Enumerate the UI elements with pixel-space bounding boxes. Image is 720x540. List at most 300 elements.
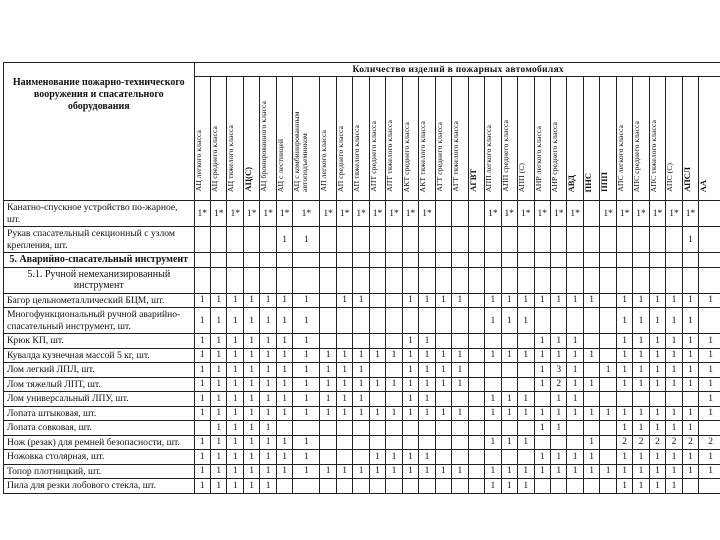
quantity-cell: 1: [211, 464, 227, 479]
quantity-cell: [353, 267, 369, 293]
quantity-cell: 1: [616, 450, 632, 465]
quantity-cell: 1: [243, 435, 259, 450]
quantity-cell: [260, 253, 276, 268]
quantity-cell: [452, 392, 468, 407]
quantity-cell: 1: [567, 334, 583, 349]
quantity-cell: 1: [402, 377, 418, 392]
quantity-cell: 1: [194, 308, 210, 334]
quantity-cell: 1: [633, 308, 649, 334]
quantity-cell: 1: [633, 293, 649, 308]
quantity-cell: [616, 227, 632, 253]
quantity-cell: [386, 293, 402, 308]
quantity-cell: 1: [666, 450, 682, 465]
quantity-cell: 1: [336, 406, 352, 421]
quantity-cell: 1: [550, 392, 566, 407]
quantity-cell: 1: [260, 348, 276, 363]
quantity-cell: 1: [518, 435, 534, 450]
quantity-cell: [600, 227, 616, 253]
quantity-cell: [666, 392, 682, 407]
quantity-cell: [501, 377, 517, 392]
quantity-cell: [682, 267, 698, 293]
column-header-label: АЦ с лестницей: [275, 138, 285, 192]
quantity-cell: [293, 479, 320, 494]
quantity-cell: [320, 334, 336, 349]
quantity-cell: [550, 435, 566, 450]
quantity-cell: 1*: [320, 201, 336, 227]
quantity-cell: 1: [320, 348, 336, 363]
column-header-label: АЦ тяжелого класса: [226, 124, 236, 192]
quantity-cell: 1*: [419, 201, 435, 227]
quantity-cell: 2: [649, 435, 665, 450]
quantity-cell: [336, 267, 352, 293]
quantity-cell: 1*: [600, 201, 616, 227]
quantity-cell: [699, 308, 720, 334]
quantity-cell: 1: [293, 363, 320, 378]
quantity-cell: 1: [243, 392, 259, 407]
quantity-cell: [336, 421, 352, 436]
quantity-cell: 1: [419, 334, 435, 349]
column-header-label: АПТ тяжелого класса: [385, 120, 395, 192]
quantity-cell: 1: [666, 293, 682, 308]
quantity-cell: [419, 227, 435, 253]
quantity-cell: 1: [485, 479, 501, 494]
quantity-cell: 1: [583, 348, 599, 363]
quantity-cell: 1: [485, 435, 501, 450]
column-header: [633, 77, 649, 201]
quantity-cell: 1: [211, 450, 227, 465]
quantity-cell: [353, 334, 369, 349]
column-header-label: АПП легкого класса: [484, 124, 494, 192]
quantity-cell: 1: [293, 450, 320, 465]
quantity-cell: [369, 479, 385, 494]
quantity-cell: 1: [211, 363, 227, 378]
quantity-cell: [336, 334, 352, 349]
column-header-label: АА: [698, 179, 709, 192]
quantity-cell: 1: [501, 435, 517, 450]
quantity-cell: [452, 201, 468, 227]
quantity-cell: [386, 363, 402, 378]
quantity-cell: 1: [419, 348, 435, 363]
quantity-cell: 1: [534, 293, 550, 308]
quantity-cell: [194, 253, 210, 268]
quantity-cell: 1: [276, 227, 292, 253]
quantity-cell: 1: [276, 348, 292, 363]
quantity-cell: 1: [402, 348, 418, 363]
quantity-cell: 1: [293, 308, 320, 334]
quantity-cell: 1: [260, 363, 276, 378]
quantity-cell: [452, 421, 468, 436]
quantity-cell: [435, 253, 451, 268]
quantity-cell: 1: [699, 392, 720, 407]
quantity-cell: 1: [633, 377, 649, 392]
quantity-cell: [682, 253, 698, 268]
quantity-cell: [501, 363, 517, 378]
quantity-cell: [336, 308, 352, 334]
row-label: Лом универсальный ЛПУ, шт.: [4, 392, 195, 407]
quantity-cell: [468, 435, 484, 450]
quantity-cell: [435, 450, 451, 465]
quantity-cell: [600, 267, 616, 293]
quantity-cell: 1: [276, 377, 292, 392]
quantity-cell: 1: [435, 348, 451, 363]
quantity-cell: [353, 253, 369, 268]
quantity-cell: [468, 348, 484, 363]
quantity-cell: 1*: [369, 201, 385, 227]
quantity-cell: [600, 435, 616, 450]
quantity-cell: [336, 450, 352, 465]
quantity-cell: [369, 334, 385, 349]
quantity-cell: 1: [699, 334, 720, 349]
quantity-cell: [633, 392, 649, 407]
quantity-cell: 1*: [534, 201, 550, 227]
quantity-cell: [386, 227, 402, 253]
quantity-cell: 1: [227, 435, 243, 450]
quantity-cell: 1*: [666, 201, 682, 227]
column-header: [227, 77, 243, 201]
quantity-cell: [485, 421, 501, 436]
quantity-cell: 1: [682, 464, 698, 479]
quantity-cell: [485, 253, 501, 268]
quantity-cell: 1: [211, 334, 227, 349]
quantity-cell: [567, 227, 583, 253]
quantity-cell: 1: [567, 392, 583, 407]
quantity-cell: 1*: [633, 201, 649, 227]
quantity-cell: 1*: [353, 201, 369, 227]
column-header: [320, 77, 336, 201]
quantity-cell: [320, 435, 336, 450]
quantity-cell: [649, 253, 665, 268]
quantity-cell: 1: [666, 334, 682, 349]
quantity-cell: 1: [633, 406, 649, 421]
quantity-cell: 1: [567, 450, 583, 465]
quantity-cell: [550, 479, 566, 494]
quantity-cell: 1*: [485, 201, 501, 227]
quantity-cell: 1: [243, 377, 259, 392]
quantity-cell: 1: [402, 464, 418, 479]
quantity-cell: 1: [227, 293, 243, 308]
quantity-cell: 1: [276, 450, 292, 465]
quantity-cell: 1: [293, 227, 320, 253]
quantity-cell: 1*: [194, 201, 210, 227]
quantity-cell: [468, 253, 484, 268]
column-header: [369, 77, 385, 201]
quantity-cell: 1: [649, 406, 665, 421]
quantity-cell: [194, 421, 210, 436]
quantity-cell: [211, 227, 227, 253]
quantity-cell: [369, 308, 385, 334]
column-header: [501, 77, 517, 201]
quantity-cell: [600, 308, 616, 334]
quantity-cell: 1: [293, 406, 320, 421]
quantity-cell: 1: [353, 363, 369, 378]
quantity-cell: 1: [485, 406, 501, 421]
quantity-cell: 1: [534, 377, 550, 392]
quantity-cell: 1: [276, 406, 292, 421]
quantity-cell: 1: [452, 363, 468, 378]
row-label: Лопата штыковая, шт.: [4, 406, 195, 421]
quantity-cell: 1: [682, 421, 698, 436]
name-column-header: Наименование пожарно-технического вооружения и спасательного оборудования: [4, 63, 195, 201]
table-row: [4, 201, 720, 227]
quantity-cell: [320, 450, 336, 465]
column-header: [276, 77, 292, 201]
quantity-cell: [666, 267, 682, 293]
quantity-cell: 1: [452, 406, 468, 421]
quantity-cell: [402, 479, 418, 494]
quantity-cell: 1: [600, 464, 616, 479]
quantity-cell: 1: [211, 293, 227, 308]
quantity-cell: [567, 267, 583, 293]
quantity-cell: 1: [276, 392, 292, 407]
quantity-cell: [419, 435, 435, 450]
quantity-cell: [386, 308, 402, 334]
quantity-cell: 1: [583, 293, 599, 308]
row-label: 5. Аварийно-спасательный инструмент: [4, 253, 195, 268]
quantity-cell: [402, 253, 418, 268]
quantity-cell: [583, 308, 599, 334]
quantity-cell: [320, 267, 336, 293]
quantity-cell: [583, 253, 599, 268]
quantity-cell: [353, 479, 369, 494]
quantity-cell: [485, 450, 501, 465]
quantity-cell: 1: [485, 348, 501, 363]
quantity-cell: 1: [534, 348, 550, 363]
quantity-cell: [583, 334, 599, 349]
quantity-cell: 1: [501, 308, 517, 334]
quantity-cell: 1: [402, 363, 418, 378]
quantity-cell: 1*: [276, 201, 292, 227]
quantity-cell: 1: [243, 479, 259, 494]
quantity-cell: [649, 392, 665, 407]
quantity-cell: [600, 348, 616, 363]
quantity-cell: [419, 421, 435, 436]
quantity-cell: 1: [649, 363, 665, 378]
quantity-cell: 1: [276, 435, 292, 450]
quantity-cell: [402, 435, 418, 450]
quantity-cell: [468, 334, 484, 349]
quantity-cell: 1: [583, 464, 599, 479]
quantity-cell: 1: [682, 406, 698, 421]
column-header: [534, 77, 550, 201]
column-header-label: АГВТ: [467, 169, 478, 192]
quantity-cell: 1: [583, 406, 599, 421]
row-label: Лом тяжелый ЛПТ, шт.: [4, 377, 195, 392]
column-header-label: АЦ(С): [242, 167, 253, 192]
column-header: [293, 77, 320, 201]
quantity-cell: 1: [616, 421, 632, 436]
quantity-cell: 1: [600, 406, 616, 421]
quantity-cell: 1: [682, 227, 698, 253]
quantity-cell: [353, 421, 369, 436]
quantity-cell: 1: [293, 293, 320, 308]
quantity-cell: [682, 392, 698, 407]
quantity-cell: [369, 227, 385, 253]
quantity-cell: [699, 227, 720, 253]
group-header: Количество изделий в пожарных автомобилях: [194, 63, 720, 77]
quantity-cell: 1: [353, 464, 369, 479]
quantity-cell: 1: [534, 421, 550, 436]
quantity-cell: 1: [194, 392, 210, 407]
quantity-cell: 1*: [616, 201, 632, 227]
quantity-cell: 1: [616, 406, 632, 421]
quantity-cell: 1: [211, 421, 227, 436]
quantity-cell: 1: [567, 363, 583, 378]
quantity-cell: 1: [452, 377, 468, 392]
quantity-cell: [468, 293, 484, 308]
quantity-cell: 1*: [260, 201, 276, 227]
quantity-cell: 1: [633, 464, 649, 479]
column-header-label: АПП (С): [517, 162, 527, 192]
quantity-cell: 1: [369, 406, 385, 421]
quantity-cell: [227, 253, 243, 268]
column-header: [260, 77, 276, 201]
quantity-cell: [260, 267, 276, 293]
quantity-cell: [369, 363, 385, 378]
column-header: [336, 77, 352, 201]
quantity-cell: 1: [616, 334, 632, 349]
quantity-cell: [276, 421, 292, 436]
quantity-cell: 1: [649, 308, 665, 334]
table-row: [4, 334, 720, 349]
table-row: [4, 377, 720, 392]
column-header: [666, 77, 682, 201]
quantity-cell: [534, 227, 550, 253]
quantity-cell: [468, 464, 484, 479]
column-header: [353, 77, 369, 201]
quantity-cell: [211, 253, 227, 268]
quantity-cell: 1: [369, 348, 385, 363]
quantity-cell: [276, 479, 292, 494]
quantity-cell: 1: [682, 308, 698, 334]
quantity-cell: [600, 421, 616, 436]
column-header-label: АВД: [566, 174, 577, 192]
quantity-cell: 1: [276, 363, 292, 378]
quantity-cell: 1: [485, 464, 501, 479]
row-label: Ножовка столярная, шт.: [4, 450, 195, 465]
quantity-cell: 1: [452, 348, 468, 363]
column-header-label: АПТ среднего класса: [368, 121, 378, 192]
quantity-cell: [550, 308, 566, 334]
quantity-cell: 2: [666, 435, 682, 450]
quantity-cell: 1: [435, 406, 451, 421]
quantity-cell: 1: [583, 450, 599, 465]
quantity-cell: [583, 227, 599, 253]
quantity-cell: [402, 308, 418, 334]
quantity-cell: 1: [227, 308, 243, 334]
quantity-cell: [243, 267, 259, 293]
quantity-cell: [501, 253, 517, 268]
quantity-cell: [600, 334, 616, 349]
quantity-cell: 1: [293, 464, 320, 479]
quantity-cell: [501, 227, 517, 253]
quantity-cell: [518, 227, 534, 253]
quantity-cell: 1: [276, 308, 292, 334]
quantity-cell: 1: [353, 348, 369, 363]
quantity-cell: [583, 201, 599, 227]
quantity-cell: [616, 253, 632, 268]
quantity-cell: 1: [260, 377, 276, 392]
quantity-cell: 1: [243, 450, 259, 465]
quantity-cell: [353, 227, 369, 253]
quantity-cell: 1*: [649, 201, 665, 227]
quantity-cell: [699, 267, 720, 293]
quantity-cell: [452, 308, 468, 334]
table-row: [4, 479, 720, 494]
quantity-cell: [534, 392, 550, 407]
quantity-cell: 1: [567, 293, 583, 308]
quantity-cell: [452, 450, 468, 465]
quantity-cell: 1: [293, 392, 320, 407]
quantity-cell: 1: [320, 392, 336, 407]
quantity-cell: 1: [402, 334, 418, 349]
quantity-cell: 1: [649, 479, 665, 494]
quantity-cell: 1: [211, 392, 227, 407]
quantity-cell: [243, 253, 259, 268]
column-header: [682, 77, 698, 201]
quantity-cell: 1: [616, 363, 632, 378]
quantity-cell: [435, 201, 451, 227]
quantity-cell: [583, 363, 599, 378]
quantity-cell: 1: [699, 464, 720, 479]
column-header-label: ПНС: [582, 172, 593, 192]
quantity-cell: 1: [501, 479, 517, 494]
quantity-cell: 1: [227, 406, 243, 421]
quantity-cell: 1: [501, 293, 517, 308]
table-body: [4, 201, 720, 494]
quantity-cell: [419, 308, 435, 334]
quantity-cell: [452, 267, 468, 293]
quantity-cell: [211, 267, 227, 293]
quantity-cell: [386, 421, 402, 436]
quantity-cell: [468, 392, 484, 407]
quantity-cell: [567, 479, 583, 494]
quantity-cell: 1*: [501, 201, 517, 227]
quantity-cell: [336, 479, 352, 494]
quantity-cell: 1: [336, 464, 352, 479]
quantity-cell: [518, 377, 534, 392]
column-header-label: АПП среднего класса: [500, 120, 510, 192]
quantity-cell: 1: [452, 293, 468, 308]
quantity-cell: [666, 227, 682, 253]
quantity-cell: 1: [485, 293, 501, 308]
quantity-cell: 1: [243, 363, 259, 378]
quantity-cell: 1: [666, 464, 682, 479]
quantity-cell: [293, 253, 320, 268]
column-header-label: АП тяжелого класса: [352, 124, 362, 192]
quantity-cell: [468, 421, 484, 436]
quantity-cell: 1: [534, 406, 550, 421]
quantity-cell: 1: [194, 293, 210, 308]
quantity-cell: [518, 334, 534, 349]
quantity-cell: 1: [633, 334, 649, 349]
column-header: [518, 77, 534, 201]
quantity-cell: 1: [386, 377, 402, 392]
column-header: [567, 77, 583, 201]
quantity-cell: 1: [211, 406, 227, 421]
quantity-cell: 1: [260, 406, 276, 421]
quantity-cell: 1: [550, 421, 566, 436]
quantity-cell: 1: [227, 334, 243, 349]
quantity-cell: 1: [243, 406, 259, 421]
quantity-cell: [386, 253, 402, 268]
quantity-cell: [194, 227, 210, 253]
quantity-cell: [518, 363, 534, 378]
quantity-cell: 2: [682, 435, 698, 450]
quantity-cell: [435, 479, 451, 494]
quantity-cell: 1: [194, 479, 210, 494]
quantity-cell: 1: [336, 392, 352, 407]
quantity-cell: 1: [211, 479, 227, 494]
